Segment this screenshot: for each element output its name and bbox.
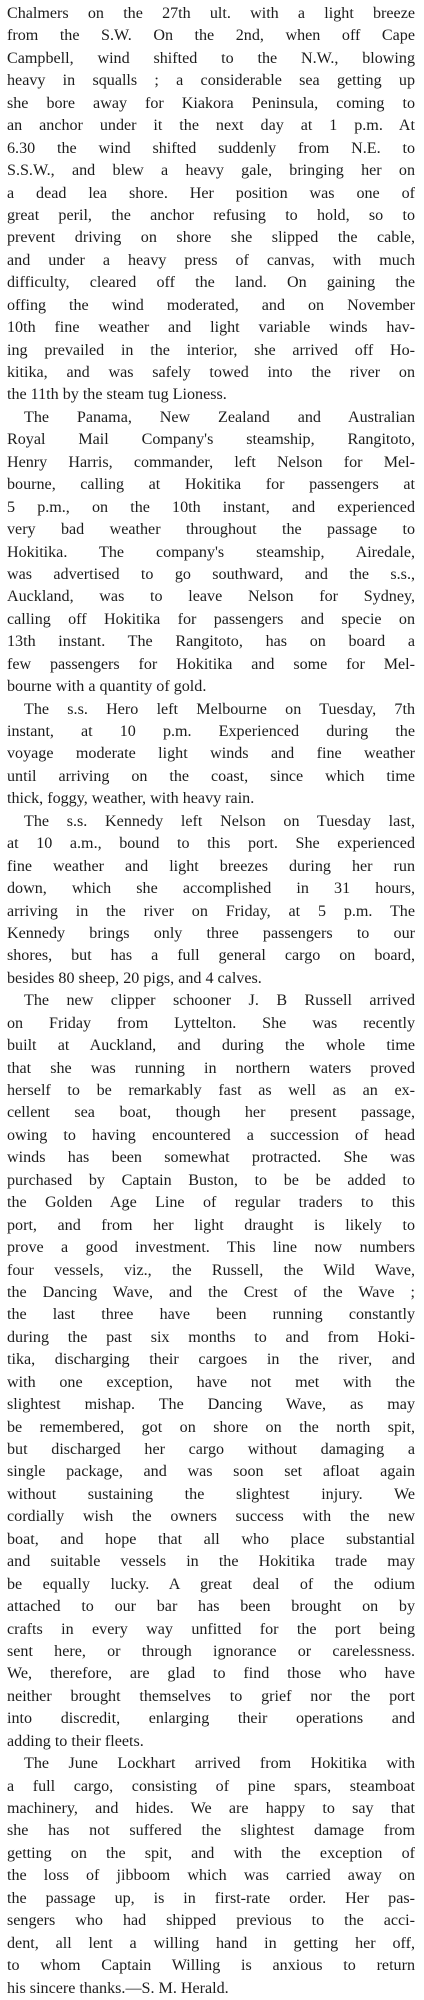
text-line: slightest mishap. The Dancing Wave, as may: [7, 1396, 415, 1414]
text-line: The new clipper schooner J. B Russell arrived: [24, 992, 415, 1010]
text-line: adding to their fleets.: [7, 1732, 144, 1750]
text-line: and suitable vessels in the Hokitika trade may: [7, 1553, 415, 1571]
paragraph-chalmers-voyage: [7, 3, 415, 407]
text-line: The June Lockhart arrived from Hokitika with: [24, 1755, 415, 1773]
text-line: without sustaining the slightest injury. We: [7, 1485, 415, 1503]
text-line: We, therefore, are glad to find those who have: [7, 1665, 415, 1683]
text-line: Chalmers on the 27th ult. with a light breeze: [7, 5, 415, 22]
text-line: to whom Captain Willing is anxious to return: [7, 1957, 415, 1975]
text-line: his sincere thanks.—S. M. Herald.: [7, 1979, 229, 1997]
text-line: voyage moderate light winds and fine weather: [7, 745, 415, 763]
text-line: that she was running in northern waters proved: [7, 1059, 415, 1077]
text-line: getting on the spit, and with the exception of: [7, 1844, 415, 1862]
text-line: built at Auckland, and during the whole time: [7, 1037, 415, 1055]
text-line: tika, discharging their cargoes in the river, and: [7, 1351, 415, 1369]
text-line: an anchor under it the next day at 1 p.m. At: [7, 117, 415, 135]
text-line: Hokitika. The company's steamship, Airedale,: [7, 543, 415, 561]
text-line: single package, and was soon set afloat again: [7, 1463, 415, 1481]
text-line: with one exception, have not met with the: [7, 1373, 415, 1391]
text-line: cordially wish the owners success with the new: [7, 1508, 415, 1526]
text-line: at 10 a.m., bound to this port. She experienced: [7, 835, 415, 853]
text-line: owing to having encountered a succession of head: [7, 1126, 415, 1144]
paragraph-hero: [7, 699, 415, 811]
text-line: sent here, or through ignorance or carelessness.: [7, 1642, 415, 1660]
text-line: on Friday from Lyttelton. She was recently: [7, 1014, 415, 1032]
text-line: sengers who had shipped previous to the acci-: [7, 1912, 415, 1930]
text-line: dent, all lent a willing hand in getting her off,: [7, 1934, 415, 1952]
text-line: the Golden Age Line of regular traders to this: [7, 1194, 415, 1212]
text-line: thick, foggy, weather, with heavy rain.: [7, 790, 255, 808]
text-line: from the S.W. On the 2nd, when off Cape: [7, 27, 415, 45]
text-line: but discharged her cargo without damaging a: [7, 1441, 415, 1458]
text-line: the Dancing Wave, and the Crest of the Wave ;: [7, 1283, 415, 1301]
paragraph-kennedy: [7, 811, 415, 991]
text-line: boat, and hope that all who place substantial: [7, 1530, 415, 1548]
text-line: heavy in squalls ; a considerable sea getting up: [7, 72, 415, 90]
text-line: be remembered, got on shore on the north spit,: [7, 1418, 415, 1436]
text-line: Royal Mail Company's steamship, Rangitoto,: [7, 431, 415, 449]
paragraph-rangitoto: [7, 407, 415, 699]
text-line: 6.30 the wind shifted suddenly from N.E. to: [7, 139, 415, 157]
text-line: kitika, and was safely towed into the river on: [7, 364, 415, 381]
text-line: crafts in every way unfitted for the port being: [7, 1620, 415, 1638]
text-line: machinery, and hides. We are happy to say that: [7, 1800, 415, 1817]
text-line: prove a good investment. This line now numbers: [7, 1239, 415, 1257]
text-line: winds has been somewhat protracted. She was: [7, 1149, 415, 1167]
text-line: prevent driving on shore she slipped the cable,: [7, 229, 415, 247]
text-line: during the past six months to and from Hoki-: [7, 1328, 415, 1346]
text-line: bourne with a quantity of gold.: [7, 678, 207, 696]
text-line: a full cargo, consisting of pine spars, steamboat: [7, 1777, 415, 1795]
text-line: 5 p.m., on the 10th instant, and experienced: [7, 498, 415, 516]
text-line: very bad weather throughout the passage to: [7, 521, 415, 539]
text-line: attached to our bar has been brought on by: [7, 1598, 415, 1616]
text-line: port, and from her light draught is likely to: [7, 1216, 415, 1234]
text-line: Auckland, was to leave Nelson for Sydney,: [7, 588, 415, 606]
text-line: the loss of jibboom which was carried away on: [7, 1867, 415, 1885]
text-line: the last three have been running constantly: [7, 1306, 415, 1324]
text-line: neither brought themselves to grief nor the port: [7, 1687, 415, 1705]
text-line: shores, but has a full general cargo on board,: [7, 947, 415, 965]
text-line: great peril, the anchor refusing to hold, so to: [7, 206, 415, 224]
text-line: 13th instant. The Rangitoto, has on board a: [7, 633, 415, 651]
text-line: the passage up, is in first-rate order. Her pas-: [7, 1889, 415, 1907]
text-line: into discredit, enlarging their operations and: [7, 1710, 415, 1728]
text-line: difficulty, cleared off the land. On gaining the: [7, 274, 415, 292]
text-line: ing prevailed in the interior, she arrived off Ho-: [7, 341, 415, 359]
text-line: besides 80 sheep, 20 pigs, and 4 calves.: [7, 969, 262, 987]
text-line: Kennedy brings only three passengers to our: [7, 924, 415, 942]
paragraph-june-lockhart: [7, 1753, 415, 2000]
text-line: Henry Harris, commander, left Nelson for Mel-: [7, 453, 415, 471]
text-line: The s.s. Hero left Melbourne on Tuesday, 7th: [24, 700, 415, 718]
text-line: a dead lea shore. Her position was one of: [7, 184, 415, 202]
text-line: and under a heavy press of canvas, with much: [7, 251, 415, 269]
text-line: was advertised to go southward, and the s.s.,: [7, 565, 415, 583]
text-line: she has not suffered the slightest damage from: [7, 1822, 415, 1840]
text-line: The s.s. Kennedy left Nelson on Tuesday last,: [24, 812, 415, 830]
text-line: be equally lucky. A great deal of the odium: [7, 1575, 415, 1593]
text-line: arriving in the river on Friday, at 5 p.m. The: [7, 902, 415, 920]
paragraph-russell: [7, 990, 415, 1753]
text-line: until arriving on the coast, since which time: [7, 767, 415, 785]
text-line: the 11th by the steam tug Lioness.: [7, 386, 227, 404]
text-line: few passengers for Hokitika and some for Mel-: [7, 655, 415, 673]
text-line: offing the wind moderated, and on November: [7, 296, 415, 314]
text-line: 10th fine weather and light variable winds hav-: [7, 319, 415, 337]
text-line: purchased by Captain Buston, to be be added to: [7, 1171, 415, 1189]
text-line: Campbell, wind shifted to the N.W., blowing: [7, 49, 415, 67]
text-line: cellent sea boat, though her present passage,: [7, 1104, 415, 1122]
text-line: herself to be remarkably fast as well as an ex-: [7, 1082, 415, 1099]
text-line: bourne, calling at Hokitika for passengers at: [7, 476, 415, 494]
text-line: S.S.W., and blew a heavy gale, bringing her on: [7, 162, 415, 180]
text-line: The Panama, New Zealand and Australian: [24, 408, 415, 426]
text-line: instant, at 10 p.m. Experienced during the: [7, 723, 415, 740]
text-line: down, which she accomplished in 31 hours,: [7, 880, 415, 898]
text-line: fine weather and light breezes during her run: [7, 857, 415, 875]
text-line: she bore away for Kiakora Peninsula, coming to: [7, 94, 415, 112]
text-line: calling off Hokitika for passengers and specie on: [7, 610, 415, 628]
text-line: four vessels, viz., the Russell, the Wild Wave,: [7, 1261, 415, 1279]
